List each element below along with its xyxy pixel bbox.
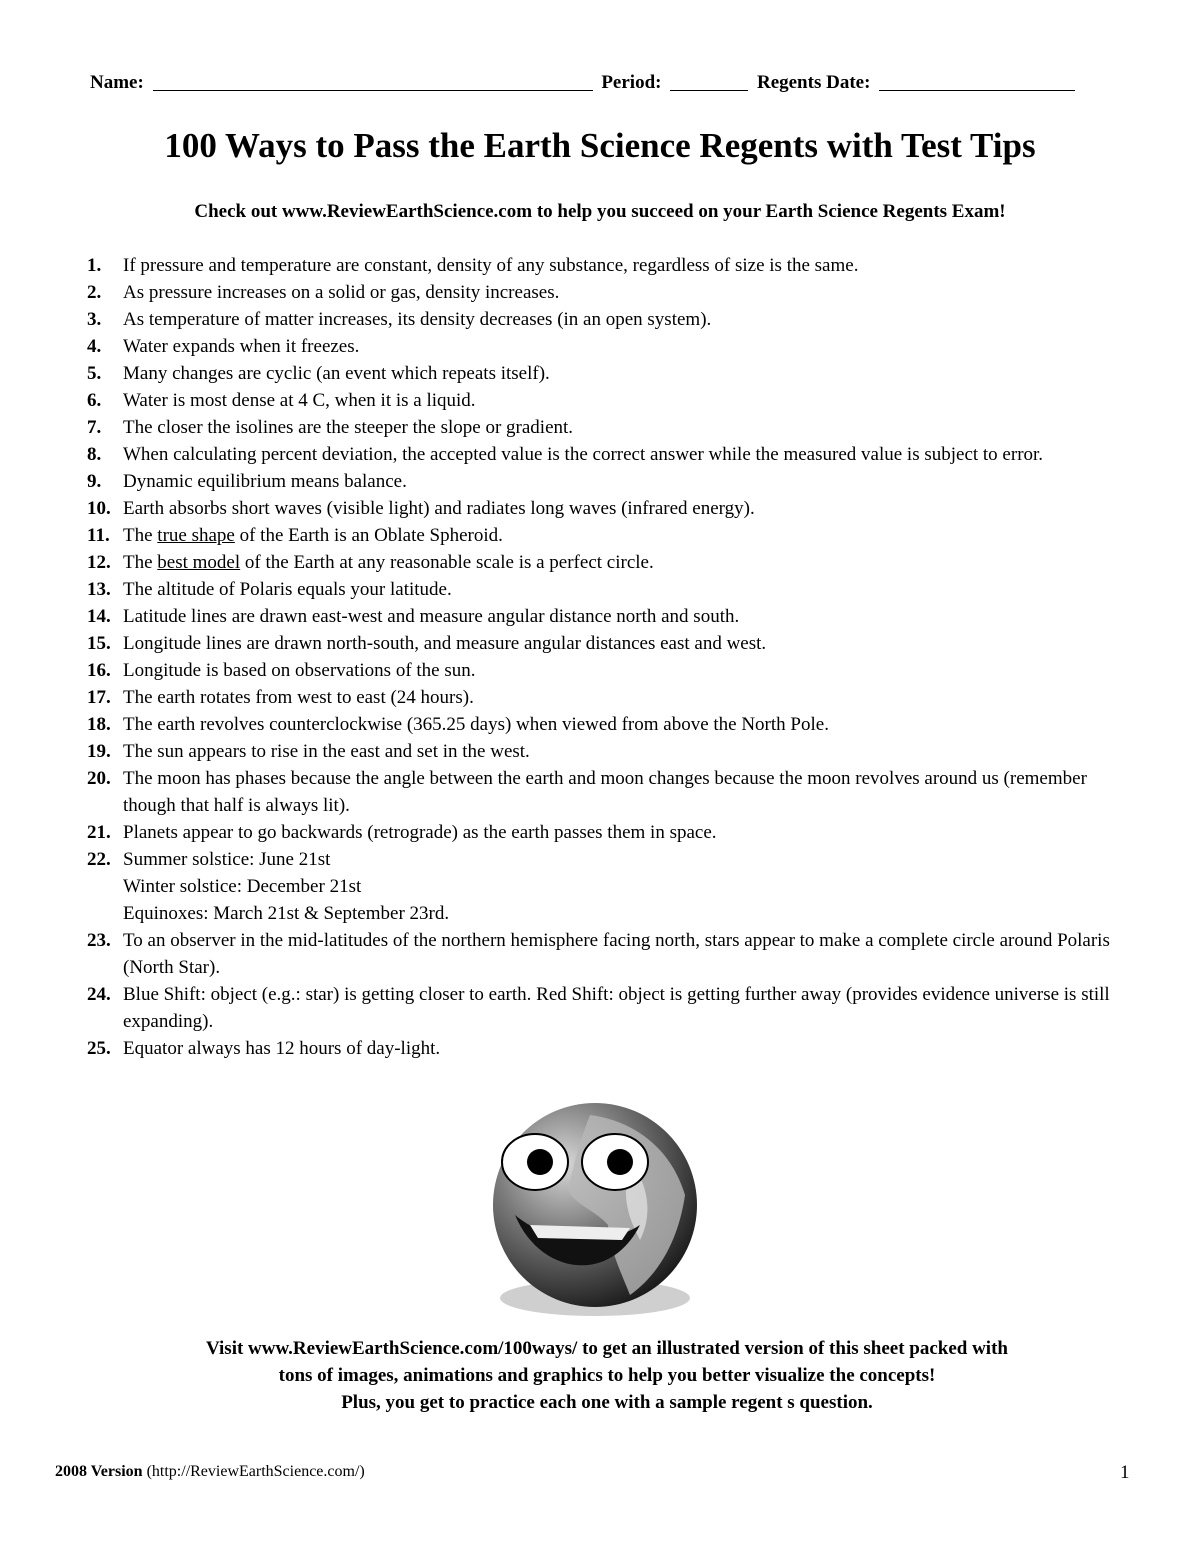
tip-text: Water expands when it freezes. (123, 336, 360, 357)
tip-item (87, 846, 1117, 927)
tip-number: 13. (87, 579, 111, 600)
tip-item (87, 414, 1117, 441)
tip-text (123, 522, 1117, 549)
tip-text: Dynamic equilibrium means balance. (123, 471, 407, 492)
tip-text-pre: The (123, 552, 158, 573)
tip-text-post: of the Earth at any reasonable scale is a perfect circle. (240, 552, 654, 573)
page-number: 1 (1120, 1462, 1130, 1483)
tip-number: 6. (87, 390, 102, 411)
version-label: 2008 Version (55, 1463, 143, 1480)
tip-item (87, 360, 1117, 387)
tip-item (87, 468, 1117, 495)
tip-text-line: Summer solstice: June 21st (123, 849, 331, 870)
tip-number: 23. (87, 930, 111, 951)
tip-text: Many changes are cyclic (an event which repeats itself). (123, 363, 550, 384)
tip-number: 21. (87, 822, 111, 843)
tip-text: To an observer in the mid-latitudes of the northern hemisphere facing north, stars appear to make a complete circle around Polaris (North Star). (123, 930, 1110, 978)
tip-text-line: Equinoxes: March 21st & September 23rd. (123, 903, 450, 924)
tip-item (87, 306, 1117, 333)
tip-number: 19. (87, 741, 111, 762)
tip-item (87, 549, 1117, 576)
tip-number: 25. (87, 1038, 111, 1059)
footer-line-1: Visit www.ReviewEarthScience.com/100ways/ to get an illustrated version of this sheet packed with (206, 1338, 1008, 1359)
tip-item (87, 387, 1117, 414)
tip-text-line: Winter solstice: December 21st (123, 876, 362, 897)
page-subtitle: Check out www.ReviewEarthScience.com to help you succeed on your Earth Science Regents Exam! (194, 201, 1006, 222)
tip-text: Latitude lines are drawn east-west and measure angular distance north and south. (123, 606, 740, 627)
tip-text (123, 549, 1117, 576)
footer-message (0, 1335, 1200, 1416)
tip-text: Equator always has 12 hours of day-light. (123, 1038, 441, 1059)
footer-line-2: tons of images, animations and graphics to help you better visualize the concepts! (278, 1365, 936, 1386)
tip-number: 18. (87, 714, 111, 735)
tip-text: Water is most dense at 4 C, when it is a liquid. (123, 390, 476, 411)
tip-number: 7. (87, 417, 102, 438)
tips-list (87, 252, 1117, 1062)
version-footer (55, 1463, 365, 1481)
tip-number: 10. (87, 498, 111, 519)
tip-item (87, 522, 1117, 549)
tip-text: When calculating percent deviation, the accepted value is the correct answer while the measured value is subject to error. (123, 444, 1044, 465)
tip-text: As pressure increases on a solid or gas, density increases. (123, 282, 560, 303)
tip-text (123, 846, 1117, 927)
tip-item (87, 711, 1117, 738)
tip-item (87, 927, 1117, 981)
tip-number: 14. (87, 606, 111, 627)
tip-item (87, 576, 1117, 603)
tip-number: 8. (87, 444, 102, 465)
tip-number: 22. (87, 849, 111, 870)
tip-text: If pressure and temperature are constant, density of any substance, regardless of size is the same. (123, 255, 859, 276)
tip-text-underlined: true shape (157, 525, 235, 546)
tip-text: Blue Shift: object (e.g.: star) is getting closer to earth. Red Shift: object is getting further away (provides evidence universe is still expanding). (123, 984, 1110, 1032)
footer-line-3: Plus, you get to practice each one with a sample regent s question. (341, 1392, 873, 1413)
tip-number: 2. (87, 282, 102, 303)
tip-number: 1. (87, 255, 102, 276)
tip-number: 11. (87, 525, 110, 546)
tip-number: 20. (87, 768, 111, 789)
tip-number: 24. (87, 984, 111, 1005)
tip-number: 15. (87, 633, 111, 654)
tip-text: The closer the isolines are the steeper the slope or gradient. (123, 417, 574, 438)
tip-text: As temperature of matter increases, its density decreases (in an open system). (123, 309, 712, 330)
tip-text: Planets appear to go backwards (retrograde) as the earth passes them in space. (123, 822, 717, 843)
name-field[interactable] (153, 72, 593, 91)
tip-number: 12. (87, 552, 111, 573)
tip-number: 9. (87, 471, 102, 492)
tip-text-underlined: best model (157, 552, 241, 573)
tip-item (87, 765, 1117, 819)
version-url[interactable]: (http://ReviewEarthScience.com/) (146, 1463, 365, 1480)
period-label: Period: (601, 72, 662, 93)
tip-text: The moon has phases because the angle between the earth and moon changes because the moon revolves around us (remember though that half is always lit). (123, 768, 1087, 816)
student-info-header (90, 72, 1130, 94)
tip-text: Longitude is based on observations of the sun. (123, 660, 476, 681)
tip-item (87, 981, 1117, 1035)
regents-date-field[interactable] (879, 72, 1075, 91)
name-label: Name: (90, 72, 144, 93)
tip-number: 17. (87, 687, 111, 708)
tip-item (87, 630, 1117, 657)
tip-item (87, 738, 1117, 765)
tip-number: 5. (87, 363, 102, 384)
tip-text-pre: The (123, 525, 158, 546)
tip-number: 16. (87, 660, 111, 681)
tip-item (87, 279, 1117, 306)
tip-item (87, 495, 1117, 522)
tip-text-post: of the Earth is an Oblate Spheroid. (234, 525, 503, 546)
tip-item (87, 252, 1117, 279)
tip-item (87, 657, 1117, 684)
tip-number: 4. (87, 336, 102, 357)
regents-date-label: Regents Date: (756, 72, 871, 93)
tip-item (87, 441, 1117, 468)
tip-item (87, 603, 1117, 630)
tip-item (87, 1035, 1117, 1062)
tip-number: 3. (87, 309, 102, 330)
smiling-earth-image (480, 1100, 710, 1325)
period-field[interactable] (670, 72, 748, 91)
tip-text: The earth rotates from west to east (24 hours). (123, 687, 474, 708)
tip-text: Longitude lines are drawn north-south, and measure angular distances east and west. (123, 633, 767, 654)
tip-text: The earth revolves counterclockwise (365.25 days) when viewed from above the North Pole. (123, 714, 829, 735)
tip-item (87, 684, 1117, 711)
tip-item (87, 819, 1117, 846)
page-title: 100 Ways to Pass the Earth Science Regents with Test Tips (164, 126, 1036, 165)
tip-text: Earth absorbs short waves (visible light) and radiates long waves (infrared energy). (123, 498, 755, 519)
tip-text: The sun appears to rise in the east and set in the west. (123, 741, 530, 762)
tip-text: The altitude of Polaris equals your latitude. (123, 579, 452, 600)
tip-item (87, 333, 1117, 360)
